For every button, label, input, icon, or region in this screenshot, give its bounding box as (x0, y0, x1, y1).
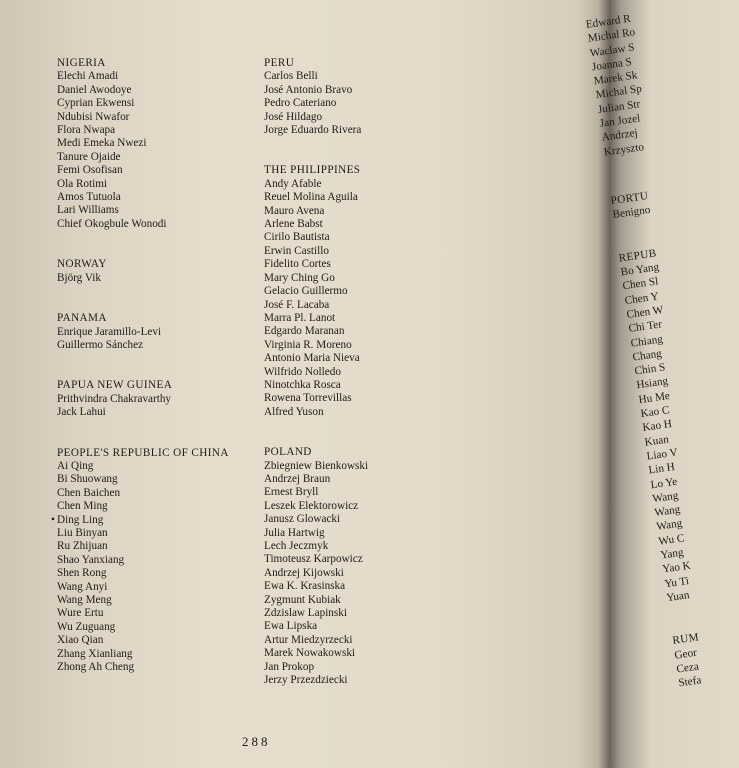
section-gap (264, 137, 464, 164)
writer-list (57, 326, 257, 353)
page-number: 288 (242, 734, 271, 749)
facing-name: Chen Y (623, 290, 660, 307)
writer-name: Liu Binyan (57, 526, 108, 539)
left-column (51, 57, 257, 674)
country-section (51, 446, 257, 675)
facing-name: Julian Str (597, 98, 641, 116)
facing-name: Chiang (629, 332, 664, 350)
facing-name: Marek Sk (593, 69, 639, 88)
facing-name: Ceza (675, 660, 700, 676)
country-section (264, 164, 464, 419)
writer-name: Gelacio Guillermo (264, 285, 348, 298)
writer-name: Wang Meng (57, 594, 112, 606)
writer-name: Jorge Eduardo Rivera (264, 124, 362, 137)
facing-name: Lo Ye (649, 475, 678, 491)
facing-page (585, 12, 703, 758)
writer-name: Ding Ling • (51, 513, 104, 526)
writer-name: Artur Miedzyrzecki (264, 633, 353, 646)
country-section (57, 312, 257, 352)
writer-name: Amos Tutuola (57, 191, 121, 204)
facing-poland-list (585, 10, 664, 160)
writer-name: Flora Nwapa (57, 124, 116, 137)
facing-name: Liao V (645, 446, 679, 463)
writer-name: Marek Nowakowski (264, 647, 356, 660)
writer-name: Andrzej Kijowski (264, 566, 344, 579)
writer-list (57, 393, 257, 420)
writer-name: Wu Zuguang (57, 620, 116, 633)
section-gap (57, 231, 257, 258)
facing-name: Hu Me (637, 389, 671, 406)
section-gap (57, 420, 257, 447)
writer-name: Lech Jeczmyk (264, 540, 329, 552)
writer-name: Ola Rotimi (57, 177, 108, 190)
writer-list (51, 459, 257, 675)
writer-name: Elechi Amadi (57, 70, 119, 83)
bullet-mark: • (51, 513, 55, 526)
facing-republic-list (620, 257, 727, 605)
country-section (264, 57, 464, 137)
writer-name: Shen Rong (57, 567, 107, 580)
writer-name: Arlene Babst (264, 218, 323, 231)
writer-name: Fidelito Cortes (264, 258, 331, 271)
country-section (57, 258, 257, 285)
writer-name: Guillermo Sánchez (57, 338, 144, 351)
writer-name: Virginia R. Moreno (264, 338, 352, 351)
writer-name: Edgardo Maranan (264, 325, 345, 338)
facing-romania-heading: RUM (671, 631, 700, 648)
country-heading: PANAMA (57, 312, 107, 325)
facing-name: Yao K (661, 559, 692, 576)
writer-list (57, 70, 257, 231)
writer-name: Rowena Torrevillas (264, 392, 352, 405)
facing-name: Chin S (633, 361, 667, 378)
writer-name: Ai Qing (57, 459, 94, 472)
facing-name: Michal Ro (587, 26, 636, 46)
facing-name: Kao C (639, 404, 671, 421)
facing-name: Geor (673, 646, 698, 662)
facing-name: Chang (631, 347, 663, 364)
country-heading: POLAND (264, 446, 312, 459)
writer-name: Ewa K. Krasinska (264, 580, 346, 593)
writer-name: Andy Afable (264, 177, 322, 190)
writer-name: Julia Hartwig (264, 526, 325, 539)
writer-name: Shao Yanxiang (57, 553, 125, 566)
writer-name: Jerzy Przezdziecki (264, 674, 348, 687)
writer-name: Prithvindra Chakravarthy (57, 392, 172, 405)
writer-name: Ninotchka Rosca (264, 378, 341, 391)
writer-name: Jan Prokop (264, 660, 315, 673)
writer-name: Bi Shuowang (57, 473, 118, 486)
writer-list (57, 272, 257, 285)
facing-name: Chen Sl (621, 275, 660, 293)
writer-name: Wure Ertu (57, 607, 104, 620)
writer-name: Leszek Elektorowicz (264, 499, 359, 512)
facing-name: Edward R (585, 12, 632, 31)
country-section (57, 57, 257, 231)
writer-name: Mauro Avena (264, 204, 325, 217)
writer-name: Cirilo Bautista (264, 231, 330, 244)
writer-name: Zdzislaw Lapinski (264, 607, 347, 620)
facing-name: Kuan (643, 433, 670, 449)
facing-name: Chen W (625, 303, 665, 321)
facing-name: Wang (655, 517, 684, 534)
facing-romania-list (674, 640, 739, 691)
facing-name: Bo Yang (619, 261, 660, 279)
writer-name: Cyprian Ekwensi (57, 97, 135, 110)
facing-name: Stefa (677, 674, 703, 690)
writer-name: Timoteusz Karpowicz (264, 553, 363, 566)
section-gap (264, 419, 464, 446)
country-heading: PERU (264, 57, 295, 69)
writer-name: Tanure Ojaide (57, 150, 121, 163)
writer-name: José Hildago (264, 110, 323, 123)
writer-name: Björg Vik (57, 271, 101, 284)
facing-name: Yu Ti (663, 574, 690, 590)
writer-name: Carlos Belli (264, 70, 318, 83)
facing-republic-heading: REPUB (617, 247, 658, 265)
facing-name: Joanna S (591, 55, 633, 74)
writer-name: Ewa Lipska (264, 620, 318, 633)
writer-name: Chief Okogbule Wonodi (57, 217, 167, 230)
writer-list (264, 178, 464, 419)
facing-page-text (585, 10, 739, 691)
writer-name: Erwin Castillo (264, 244, 329, 257)
writer-name: Chen Baichen (57, 486, 121, 499)
writer-name: Chen Ming (57, 500, 108, 513)
writer-name: Janusz Glowacki (264, 513, 341, 526)
writer-name: Zhong Ah Cheng (57, 661, 135, 674)
writer-name: Zhang Xianliang (57, 647, 133, 660)
writer-name: Enrique Jaramillo-Levi (57, 325, 162, 338)
writer-name: Jack Lahui (57, 406, 106, 419)
writer-name: José Antonio Bravo (264, 83, 353, 96)
facing-name: Yang (659, 546, 685, 562)
writer-name: Xiao Qian (57, 634, 104, 647)
writer-name: Zbiegniew Bienkowski (264, 459, 369, 472)
writer-name: José F. Lacaba (264, 298, 330, 311)
country-heading: PEOPLE'S REPUBLIC OF CHINA (57, 446, 229, 459)
writer-name: Lari Williams (57, 204, 119, 217)
writer-name: Reuel Molina Aguila (264, 191, 358, 204)
facing-name: Wang (651, 489, 680, 506)
writer-name: Ru Zhijuan (57, 540, 108, 553)
section-gap (57, 352, 257, 379)
writer-name: Ndubisi Nwafor (57, 110, 130, 123)
writer-name: Alfred Yuson (264, 405, 324, 418)
facing-name: Kao H (641, 418, 673, 435)
writer-name: Wilfrido Nolledo (264, 365, 341, 378)
facing-name: Chi Ter (627, 318, 663, 336)
writer-name: Antonio Maria Nieva (264, 352, 360, 365)
facing-name: Krzyszto (603, 140, 645, 159)
writer-name: Medi Emeka Nwezi (57, 137, 147, 150)
writer-name: Ernest Bryll (264, 486, 319, 499)
country-section (57, 379, 257, 419)
facing-name: Wang (653, 503, 682, 520)
writer-list (264, 70, 464, 137)
writer-name: Femi Osofisan (57, 164, 123, 177)
section-gap (57, 285, 257, 312)
writer-name: Andrzej Braun (264, 472, 331, 485)
facing-name: Lin H (647, 461, 676, 477)
facing-name: Michal Sp (595, 83, 643, 102)
country-heading: PAPUA NEW GUINEA (57, 379, 173, 392)
country-heading: NORWAY (57, 258, 107, 271)
facing-name: Jan Jozel (599, 112, 642, 130)
facing-name: Yuan (665, 589, 691, 605)
writer-name: Marra Pl. Lanot (264, 311, 336, 324)
facing-portugal-heading: PORTU (609, 189, 650, 208)
facing-name: Hsiang (635, 375, 669, 392)
facing-name: Benigno (611, 204, 652, 222)
facing-name: Waclaw S (589, 41, 636, 60)
writer-name: Pedro Cateriano (264, 97, 337, 110)
writer-name: Wang Anyi (57, 580, 108, 593)
writer-name: Zygmunt Kubiak (264, 593, 341, 606)
writer-name: Daniel Awodoye (57, 83, 132, 96)
country-heading: NIGERIA (57, 57, 106, 69)
country-heading: THE PHILIPPINES (264, 164, 361, 177)
country-section (264, 446, 464, 687)
facing-name: Andrzej (601, 127, 639, 145)
writer-name: Mary Ching Go (264, 271, 335, 284)
facing-name: Wu C (657, 532, 686, 548)
writer-list (264, 460, 464, 688)
right-column (264, 57, 464, 687)
